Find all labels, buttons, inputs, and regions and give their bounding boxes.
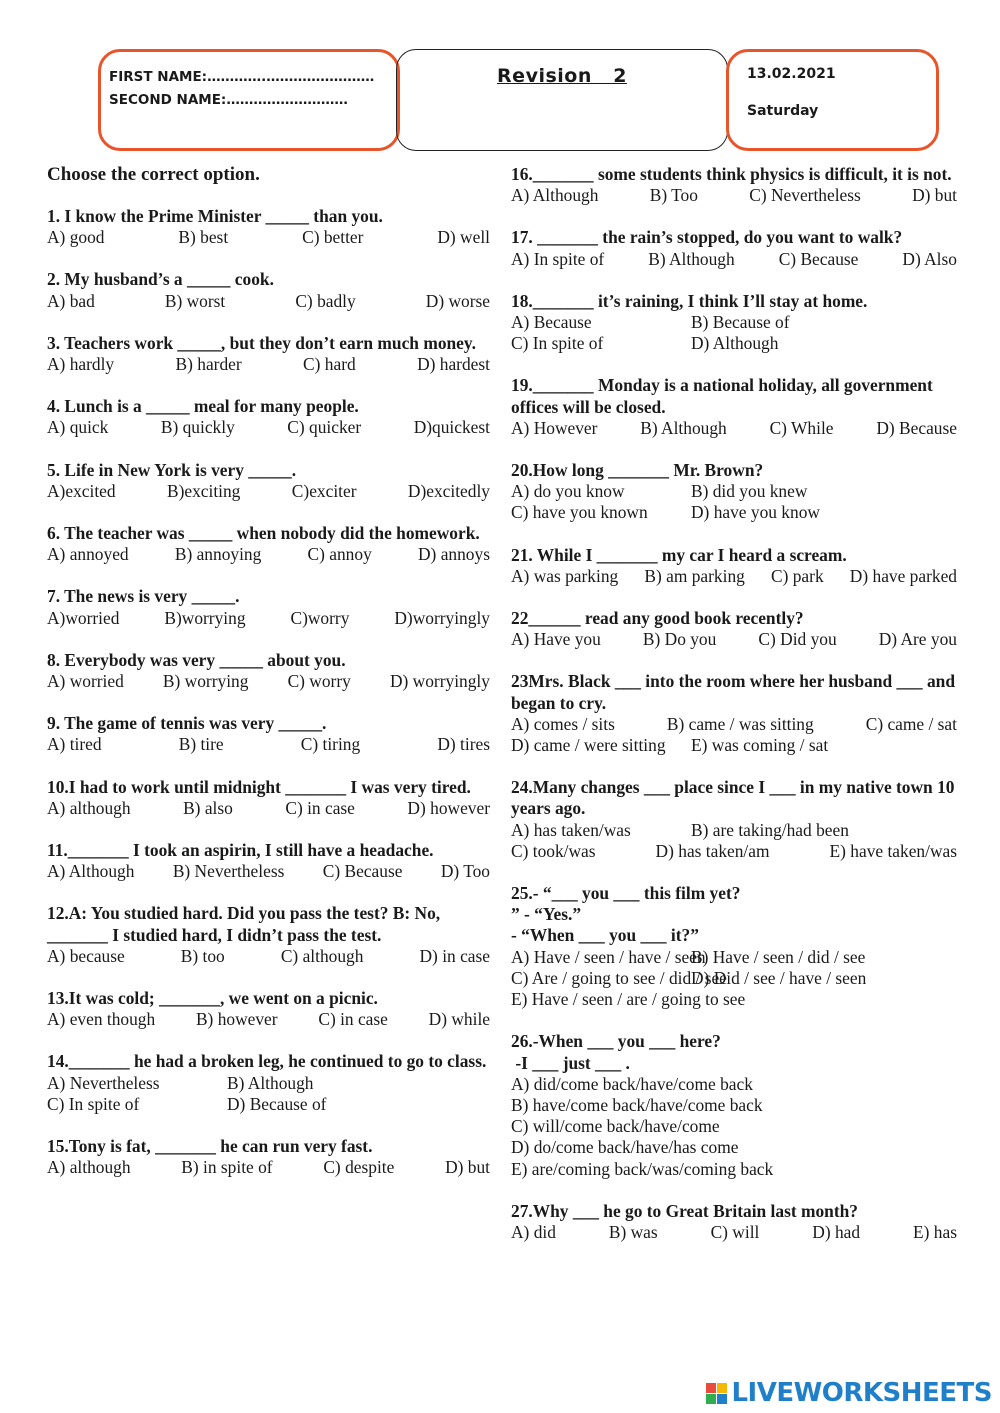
question <box>511 883 959 1010</box>
date-label: 13.02.2021 <box>747 66 836 82</box>
question <box>47 460 492 502</box>
answer-option[interactable]: D) Did / see / have / seen <box>691 967 867 988</box>
logo-icon <box>706 1383 727 1404</box>
question-stem: 15.Tony is fat, _______ he can run very fast. <box>47 1136 373 1157</box>
question-stem: 14._______ he had a broken leg, he continued to go to class. <box>47 1051 487 1072</box>
answer-option[interactable]: E) was coming / sat <box>691 735 829 756</box>
options-row <box>511 947 959 968</box>
options-row <box>511 249 959 270</box>
answer-option[interactable]: C) Because <box>322 861 403 882</box>
options-row <box>47 354 492 375</box>
left-column <box>47 164 492 1200</box>
options-row <box>47 798 492 819</box>
options-row <box>511 820 959 841</box>
options-row <box>511 968 959 989</box>
answer-option[interactable]: B) came / was sitting <box>666 713 814 734</box>
answer-option[interactable]: D) have parked <box>849 565 957 586</box>
answer-option[interactable]: B) worrying <box>162 671 249 692</box>
answer-option[interactable]: C) worry <box>287 671 351 692</box>
question <box>511 227 959 269</box>
answer-option[interactable]: D) tires <box>437 734 490 755</box>
answer-option[interactable]: C) park <box>771 565 824 586</box>
answer-option[interactable]: C) Nevertheless <box>749 185 861 206</box>
answer-option[interactable]: A) annoyed <box>47 544 129 565</box>
answer-option[interactable]: C) took/was <box>511 840 596 861</box>
answer-option[interactable]: D) have you know <box>691 502 820 523</box>
options-row <box>47 671 492 692</box>
answer-option[interactable]: B) in spite of <box>181 1157 273 1178</box>
answer-option[interactable]: D) in case <box>419 945 490 966</box>
answer-option[interactable]: A) Have you <box>511 629 601 650</box>
answer-option[interactable]: D) Because <box>876 417 957 438</box>
answer-option[interactable]: B) am parking <box>644 565 745 586</box>
answer-option[interactable]: E) are/coming back/was/coming back <box>511 1158 774 1179</box>
question <box>47 396 492 438</box>
question-stem: 19._______ Monday is a national holiday, all government offices will be closed. <box>511 375 933 417</box>
answer-option[interactable]: B) Nevertheless <box>172 861 285 882</box>
answer-option[interactable]: A) quick <box>47 417 109 438</box>
answer-option[interactable]: D) Also <box>902 248 957 269</box>
options-row <box>47 417 492 438</box>
question <box>47 777 492 819</box>
question <box>47 523 492 565</box>
question-stem: 11._______ I took an aspirin, I still have a headache. <box>47 840 434 861</box>
options-row <box>511 502 959 523</box>
question <box>511 375 959 439</box>
answer-option[interactable]: A) Because <box>511 312 592 333</box>
options-row <box>47 1094 492 1115</box>
answer-option[interactable]: A)worried <box>47 607 120 628</box>
answer-option[interactable]: C) badly <box>295 290 356 311</box>
question-stem: - “When ___ you ___ it?” <box>511 925 699 946</box>
answer-option[interactable]: D) has taken/am <box>655 840 770 861</box>
answer-option[interactable]: C) quicker <box>287 417 362 438</box>
answer-option[interactable]: C) annoy <box>307 544 372 565</box>
title-box <box>396 49 728 151</box>
answer-option[interactable]: B)exciting <box>166 480 241 501</box>
question-stem: 21. While I _______ my car I heard a scream. <box>511 544 847 565</box>
options-row <box>47 1009 492 1030</box>
answer-option[interactable]: C) Are / going to see / did / see <box>511 967 727 988</box>
question <box>47 1136 492 1178</box>
answer-option[interactable]: D) worryingly <box>389 671 490 692</box>
question-stem: 7. The news is very _____. <box>47 586 240 607</box>
question <box>511 608 959 650</box>
answer-option[interactable]: B) also <box>183 797 233 818</box>
answer-option[interactable]: B) best <box>178 227 229 248</box>
answer-option[interactable]: A) because <box>47 945 125 966</box>
answer-option[interactable]: C) In spite of <box>511 333 604 354</box>
answer-option[interactable]: A) comes / sits <box>511 713 615 734</box>
question <box>47 206 492 248</box>
answer-option[interactable]: B) Do you <box>642 629 717 650</box>
answer-option[interactable]: D) hardest <box>417 354 490 375</box>
answer-option[interactable]: D) but <box>445 1157 490 1178</box>
answer-option[interactable]: A) Although <box>47 861 135 882</box>
answer-option[interactable]: C) came / sat <box>865 713 957 734</box>
answer-option[interactable]: B) worst <box>164 290 226 311</box>
options-row <box>47 1073 492 1094</box>
answer-option[interactable]: C) tiring <box>300 734 361 755</box>
answer-option[interactable]: A) did <box>511 1221 556 1242</box>
day-label: Saturday <box>747 103 819 119</box>
options-row <box>511 185 959 206</box>
options-row <box>511 333 959 354</box>
answer-option[interactable]: D) while <box>428 1009 490 1030</box>
question <box>511 460 959 524</box>
answer-option[interactable]: B) however <box>195 1009 278 1030</box>
question-stem: 26.-When ___ you ___ here? <box>511 1031 721 1052</box>
options-row <box>511 1222 959 1243</box>
answer-option[interactable]: D)excitedly <box>407 480 490 501</box>
question-stem: 20.How long _______ Mr. Brown? <box>511 460 764 481</box>
options-row <box>47 481 492 502</box>
question-stem: -I ___ just ___ . <box>511 1052 630 1073</box>
question-stem: 10.I had to work until midnight _______ I was very tired. <box>47 776 471 797</box>
options-row <box>511 566 959 587</box>
answer-option[interactable]: D) annoys <box>418 544 490 565</box>
question <box>47 840 492 882</box>
answer-option[interactable]: A) although <box>47 1157 131 1178</box>
question <box>47 903 492 967</box>
first-name-label: FIRST NAME:………….…………………… <box>109 69 375 85</box>
options-row <box>47 734 492 755</box>
options-row <box>511 629 959 650</box>
question-stem: ” - “Yes.” <box>511 904 582 925</box>
question-stem: 1. I know the Prime Minister _____ than you. <box>47 206 383 226</box>
answer-option[interactable]: C)worry <box>290 607 350 628</box>
answer-option[interactable]: C) in case <box>318 1009 388 1030</box>
answer-option[interactable]: B) harder <box>175 354 242 375</box>
answer-option[interactable]: A) even though <box>47 1009 156 1030</box>
answer-option[interactable]: A)excited <box>47 480 116 501</box>
answer-option[interactable]: A) although <box>47 797 131 818</box>
question <box>511 1201 959 1243</box>
options-row <box>511 735 959 756</box>
question <box>47 988 492 1030</box>
answer-option[interactable]: A) did/come back/have/come back <box>511 1073 753 1094</box>
answer-option[interactable]: A) hardly <box>47 354 115 375</box>
options-row <box>47 1157 492 1178</box>
question <box>511 671 959 756</box>
name-box <box>98 49 400 151</box>
options-row <box>511 481 959 502</box>
answer-option[interactable]: C) better <box>302 227 364 248</box>
answer-option[interactable]: D) but <box>912 185 957 206</box>
question <box>511 545 959 587</box>
question-stem: 3. Teachers work _____, but they don’t earn much money. <box>47 332 476 353</box>
date-box <box>726 49 939 151</box>
answer-option[interactable]: C) Because <box>778 248 859 269</box>
answer-option[interactable]: D) worse <box>425 290 490 311</box>
answer-option[interactable]: B) Have / seen / did / see <box>691 946 866 967</box>
answer-option[interactable]: D) Too <box>440 861 490 882</box>
answer-option[interactable]: B) have/come back/have/come back <box>511 1094 763 1115</box>
answer-option[interactable]: A) However <box>511 417 598 438</box>
options-row <box>511 418 959 439</box>
answer-option[interactable]: B) tire <box>178 734 224 755</box>
options-row <box>47 608 492 629</box>
options-row <box>47 291 492 312</box>
question-stem: 18._______ it’s raining, I think I’ll stay at home. <box>511 290 868 311</box>
answer-option[interactable]: C) despite <box>323 1157 395 1178</box>
left-question-list <box>47 206 492 1179</box>
worksheet-title: Revision 2 <box>497 65 627 87</box>
answer-option[interactable]: C) have you known <box>511 502 648 523</box>
answer-option[interactable]: D) Are you <box>878 629 957 650</box>
question-stem: 5. Life in New York is very _____. <box>47 459 297 480</box>
options-row <box>511 714 959 735</box>
answer-option[interactable]: D) Although <box>691 333 779 354</box>
options-row <box>511 1074 959 1095</box>
answer-option[interactable]: C) will <box>710 1221 760 1242</box>
answer-option[interactable]: D) had <box>812 1221 861 1242</box>
options-row <box>511 312 959 333</box>
question-stem: 25.- “___ you ___ this film yet? <box>511 883 741 904</box>
answer-option[interactable]: E) has <box>913 1221 957 1242</box>
answer-option[interactable]: B) did you knew <box>691 481 808 502</box>
options-row <box>511 1159 959 1180</box>
answer-option[interactable]: D)quickest <box>413 417 490 438</box>
answer-option[interactable]: A) In spite of <box>511 248 605 269</box>
liveworksheets-logo <box>706 1378 992 1408</box>
question <box>47 1051 492 1115</box>
right-column <box>511 164 959 1264</box>
options-row <box>511 989 959 1010</box>
answer-option[interactable]: E) Have / seen / are / going to see <box>511 989 746 1010</box>
answer-option[interactable]: B) Too <box>649 185 698 206</box>
answer-option[interactable]: D) do/come back/have/has come <box>511 1137 739 1158</box>
question-stem: 13.It was cold; _______, we went on a picnic. <box>47 988 378 1009</box>
question-stem: 27.Why ___ he go to Great Britain last month? <box>511 1200 859 1221</box>
question <box>47 650 492 692</box>
right-question-list <box>511 164 959 1243</box>
answer-option[interactable]: C) in case <box>285 797 355 818</box>
options-row <box>511 1095 959 1116</box>
answer-option[interactable]: B) Because of <box>691 312 790 333</box>
answer-option[interactable]: C) While <box>769 417 834 438</box>
question <box>47 586 492 628</box>
answer-option[interactable]: A) worried <box>47 671 124 692</box>
question <box>511 1031 959 1179</box>
question <box>511 164 959 206</box>
answer-option[interactable]: C) Did you <box>758 629 837 650</box>
answer-option[interactable]: E) have taken/was <box>829 840 957 861</box>
answer-option[interactable]: B) quickly <box>160 417 235 438</box>
answer-option[interactable]: B) Although <box>227 1072 314 1093</box>
answer-option[interactable]: B) Although <box>640 417 727 438</box>
answer-option[interactable]: A) was parking <box>511 565 619 586</box>
logo-text: LIVEWORKSHEETS <box>731 1378 992 1408</box>
question <box>511 291 959 355</box>
answer-option[interactable]: D)worryingly <box>394 607 490 628</box>
instruction: Choose the correct option. <box>47 164 260 185</box>
answer-option[interactable]: D) well <box>437 227 490 248</box>
question <box>47 333 492 375</box>
answer-option[interactable]: C) although <box>280 945 364 966</box>
answer-option[interactable]: D) came / were sitting <box>511 735 666 756</box>
options-row <box>47 946 492 967</box>
answer-option[interactable]: A) do you know <box>511 481 625 502</box>
options-row <box>511 1116 959 1137</box>
question-stem: 16._______ some students think physics is difficult, it is not. <box>511 164 952 184</box>
question-stem: 2. My husband’s a _____ cook. <box>47 269 274 290</box>
answer-option[interactable]: B) was <box>608 1221 658 1242</box>
answer-option[interactable]: A) good <box>47 227 105 248</box>
answer-option[interactable]: B) too <box>180 945 225 966</box>
options-row <box>47 544 492 565</box>
question <box>511 777 959 862</box>
question-stem: 12.A: You studied hard. Did you pass the test? B: No, _______ I studied hard, I didn’t pass the test. <box>47 903 441 945</box>
second-name-label: SECOND NAME:……………………… <box>109 92 348 108</box>
question-stem: 22______ read any good book recently? <box>511 608 804 629</box>
question <box>47 713 492 755</box>
answer-option[interactable]: A) has taken/was <box>511 819 631 840</box>
answer-option[interactable]: B) annoying <box>174 544 262 565</box>
answer-option[interactable]: A) bad <box>47 290 95 311</box>
question-stem: 4. Lunch is a _____ meal for many people. <box>47 396 359 417</box>
answer-option[interactable]: B) are taking/had been <box>691 819 849 840</box>
answer-option[interactable]: A) Although <box>511 185 599 206</box>
question-stem: 17. _______ the rain’s stopped, do you want to walk? <box>511 227 903 248</box>
question-stem: 24.Many changes ___ place since I ___ in my native town 10 years ago. <box>511 777 955 819</box>
answer-option[interactable]: A) Have / seen / have / seen <box>511 946 706 967</box>
options-row <box>47 227 492 248</box>
options-row <box>511 1137 959 1158</box>
answer-option[interactable]: C) will/come back/have/come <box>511 1116 720 1137</box>
question-stem: 8. Everybody was very _____ about you. <box>47 649 346 670</box>
question <box>47 269 492 311</box>
answer-option[interactable]: D) Because of <box>227 1093 327 1114</box>
question-stem: 9. The game of tennis was very _____. <box>47 713 327 734</box>
answer-option[interactable]: A) tired <box>47 734 102 755</box>
options-row <box>47 861 492 882</box>
answer-option[interactable]: C) In spite of <box>47 1093 140 1114</box>
answer-option[interactable]: C)exciter <box>291 480 357 501</box>
answer-option[interactable]: C) hard <box>303 354 356 375</box>
answer-option[interactable]: B)worrying <box>164 607 246 628</box>
options-row <box>511 841 959 862</box>
answer-option[interactable]: A) Nevertheless <box>47 1072 160 1093</box>
answer-option[interactable]: D) however <box>407 797 490 818</box>
answer-option[interactable]: B) Although <box>648 248 735 269</box>
question-stem: 23Mrs. Black ___ into the room where her husband ___ and began to cry. <box>511 671 955 713</box>
question-stem: 6. The teacher was _____ when nobody did the homework. <box>47 523 480 544</box>
